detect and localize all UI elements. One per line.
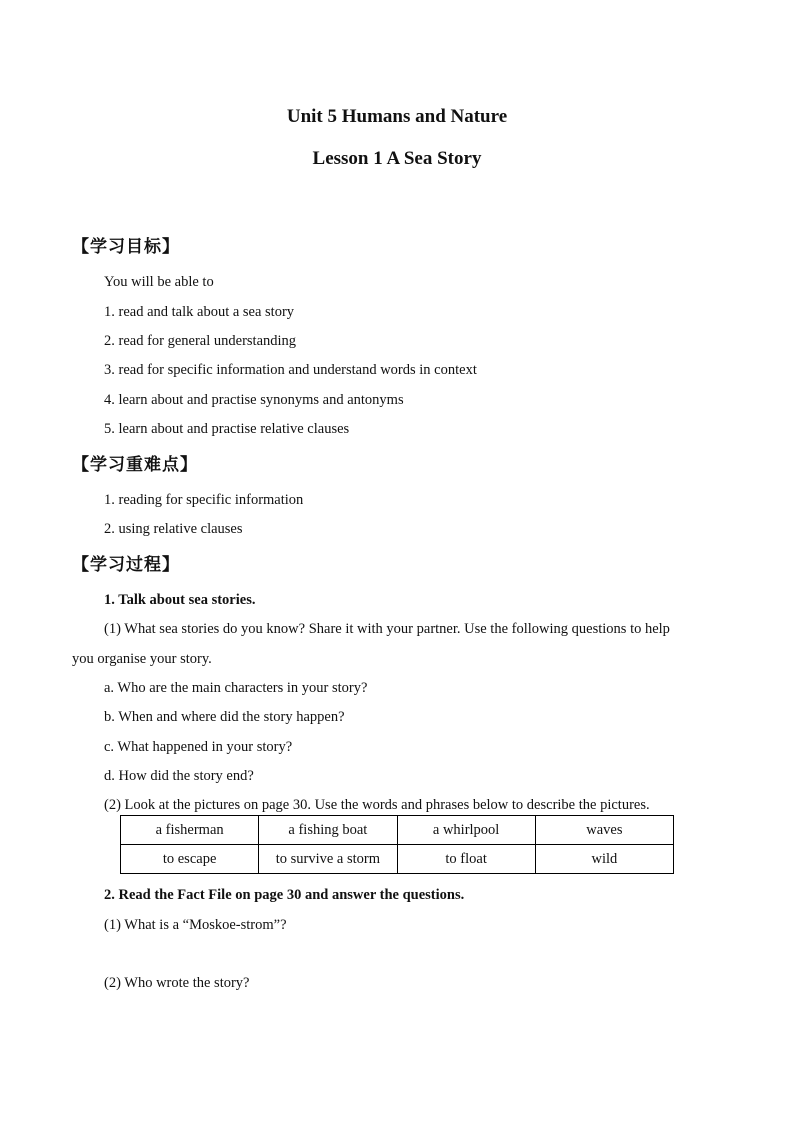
table-cell: to float — [397, 845, 535, 874]
table-cell: a whirlpool — [397, 816, 535, 845]
vocabulary-table — [120, 815, 674, 874]
process-heading: 【学习过程】 — [72, 555, 180, 575]
objective-item: 4. learn about and practise synonyms and antonyms — [104, 392, 404, 408]
key-point-item: 2. using relative clauses — [104, 521, 243, 537]
table-cell: to survive a storm — [259, 845, 397, 874]
key-points-heading: 【学习重难点】 — [72, 455, 198, 475]
section2-question2: (2) Who wrote the story? — [104, 975, 250, 991]
table-cell: a fishing boat — [259, 816, 397, 845]
section1-sub-question: b. When and where did the story happen? — [104, 709, 345, 725]
section1-sub-question: c. What happened in your story? — [104, 739, 293, 755]
objective-item: 1. read and talk about a sea story — [104, 304, 295, 320]
section2-title: 2. Read the Fact File on page 30 and answer the questions. — [104, 887, 465, 903]
table-cell: to escape — [121, 845, 259, 874]
table-cell: a fisherman — [121, 816, 259, 845]
section1-question1-line1: (1) What sea stories do you know? Share it with your partner. Use the following questions to help — [104, 621, 670, 637]
section1-sub-question: a. Who are the main characters in your story? — [104, 680, 368, 696]
section1-question1-line2: you organise your story. — [72, 651, 212, 667]
objectives-heading: 【学习目标】 — [72, 237, 180, 257]
objective-item: 2. read for general understanding — [104, 333, 297, 349]
section1-title: 1. Talk about sea stories. — [104, 592, 256, 608]
table-cell: wild — [535, 845, 673, 874]
section2-question1: (1) What is a “Moskoe-strom”? — [104, 917, 287, 933]
objective-item: 5. learn about and practise relative clauses — [104, 421, 350, 437]
unit-title: Unit 5 Humans and Nature — [286, 106, 508, 127]
key-point-item: 1. reading for specific information — [104, 492, 304, 508]
table-cell: waves — [535, 816, 673, 845]
section1-sub-question: d. How did the story end? — [104, 768, 254, 784]
section1-question2: (2) Look at the pictures on page 30. Use the words and phrases below to describe the pictures. — [104, 797, 650, 813]
table-row — [121, 845, 674, 874]
objective-item: 3. read for specific information and understand words in context — [104, 362, 477, 378]
lesson-title: Lesson 1 A Sea Story — [312, 148, 482, 169]
table-row — [121, 816, 674, 845]
objectives-intro: You will be able to — [104, 274, 214, 290]
